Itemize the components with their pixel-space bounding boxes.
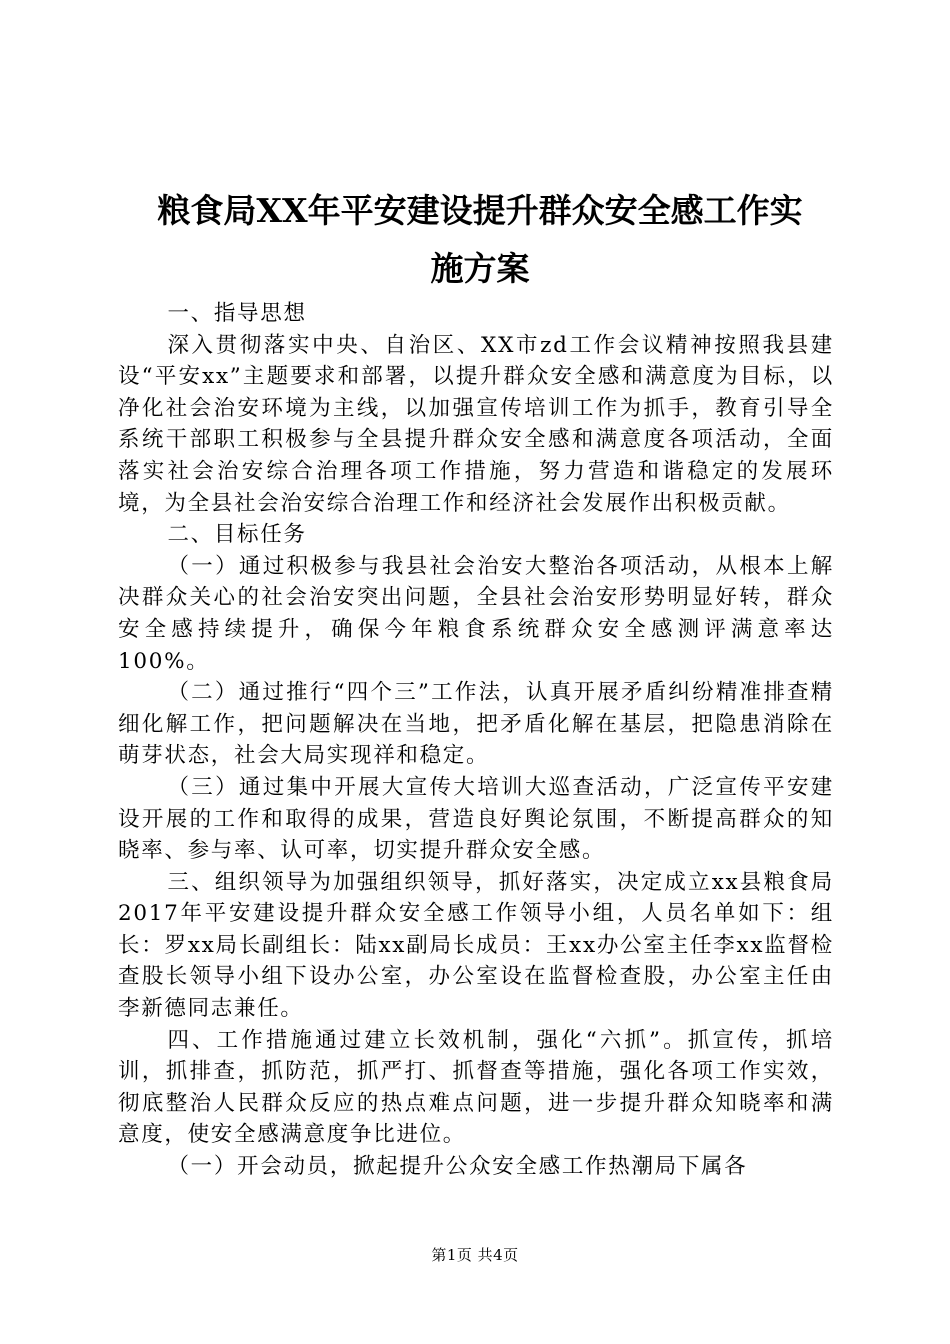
- paragraph-guiding-ideology: 深入贯彻落实中央、自治区、XX市zd工作会议精神按照我县建设“平安xx”主题要求和部署，以提升群众安全感和满意度为目标，以净化社会治安环境为主线，以加强宣传培训工作为抓手，教育引导全系统干部职工积极参与全县提升群众安全感和满意度各项活动，全面落实社会治安综合治理各项工作措施，努力营造和谐稳定的发展环境，为全县社会治安综合治理工作和经济社会发展作出积极贡献。: [118, 332, 834, 516]
- paragraph-objective-3: （三）通过集中开展大宣传大培训大巡查活动，广泛宣传平安建设开展的工作和取得的成果，营造良好舆论氛围，不断提高群众的知晓率、参与率、认可率，切实提升群众安全感。: [118, 774, 834, 864]
- document-body: [118, 298, 834, 1183]
- paragraph-measure-1: （一）开会动员，掀起提升公众安全感工作热潮局下属各: [167, 1154, 748, 1180]
- title-line-2: 施方案: [430, 249, 530, 288]
- section-heading-objectives: 二、目标任务: [167, 522, 307, 548]
- page-footer: 第1页 共4页: [431, 1246, 519, 1264]
- paragraph-organization-leadership: 三、组织领导为加强组织领导，抓好落实，决定成立xx县粮食局2017年平安建设提升群众安全感工作领导小组，人员名单如下：组长：罗xx局长副组长：陆xx副局长成员：王xx办公室主任李xx监督检查股长领导小组下设办公室，办公室设在监督检查股，办公室主任由李新德同志兼任。: [118, 869, 834, 1022]
- document-title: [120, 182, 840, 298]
- paragraph-objective-1: （一）通过积极参与我县社会治安大整治各项活动，从根本上解决群众关心的社会治安突出问题，全县社会治安形势明显好转，群众安全感持续提升，确保今年粮食系统群众安全感测评满意率达100%。: [118, 553, 834, 674]
- section-heading-guiding-ideology: 一、指导思想: [167, 301, 307, 326]
- paragraph-work-measures: 四、工作措施通过建立长效机制，强化“六抓”。抓宣传，抓培训，抓排查，抓防范，抓严打、抓督查等措施，强化各项工作实效，彻底整治人民群众反应的热点难点问题，进一步提升群众知晓率和满意度，使安全感满意度争比进位。: [118, 1027, 834, 1148]
- title-line-1: 粮食局XX年平安建设提升群众安全感工作实: [157, 191, 803, 230]
- paragraph-objective-2: （二）通过推行“四个三”工作法，认真开展矛盾纠纷精准排查精细化解工作，把问题解决在当地，把矛盾化解在基层，把隐患消除在萌芽状态，社会大局实现祥和稳定。: [118, 680, 834, 769]
